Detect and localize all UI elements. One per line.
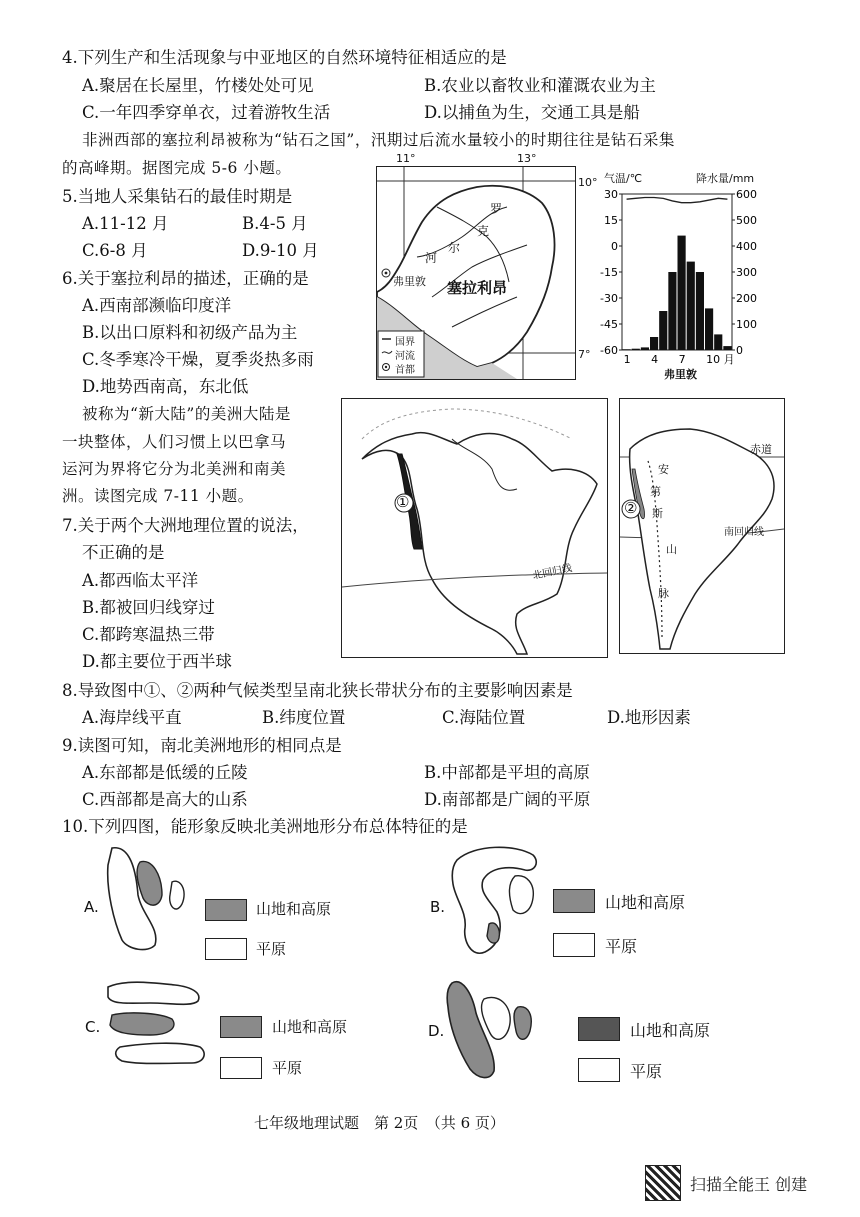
q6-option-b: B.以出口原料和初级产品为主 xyxy=(82,323,298,342)
q8-option-b: B.纬度位置 xyxy=(262,708,346,727)
legend-b-plain-swatch xyxy=(553,933,595,957)
continent-outline xyxy=(362,433,597,654)
equator-label: 赤道 xyxy=(750,443,772,456)
climate-marker-2: ② xyxy=(624,499,638,517)
q7-option-d: D.都主要位于西半球 xyxy=(82,652,232,671)
q7-option-b: B.都被回归线穿过 xyxy=(82,598,215,617)
q9-stem: 9.读图可知，南北美洲地形的相同点是 xyxy=(62,736,342,755)
precipitation-bar-8 xyxy=(687,262,695,350)
q4-option-a: A.聚居在长屋里，竹楼处处可见 xyxy=(82,76,314,95)
latitude-label-10: 10° xyxy=(578,176,598,189)
legend-c-plain-label: 平原 xyxy=(272,1059,303,1077)
andes-char-3: 斯 xyxy=(652,507,663,520)
legend-d-plain-swatch xyxy=(578,1058,620,1082)
q5-option-b: B.4-5 月 xyxy=(242,214,308,233)
temperature-tick-label: -30 xyxy=(600,292,618,305)
q7-stem-line2: 不正确的是 xyxy=(82,543,165,562)
q6-option-a: A.西南部濒临印度洋 xyxy=(82,296,232,315)
q5-option-d: D.9-10 月 xyxy=(242,241,319,260)
q7-option-a: A.都西临太平洋 xyxy=(82,571,199,590)
precipitation-tick-label: 200 xyxy=(736,292,757,305)
legend-b-mountain-swatch xyxy=(553,889,595,913)
temperature-tick-label: 30 xyxy=(604,188,618,201)
chart-title: 弗里敦 xyxy=(664,368,697,381)
americas-intro-line2: 一块整体，人们习惯上以巴拿马 xyxy=(62,433,287,451)
latitude-label-7: 7° xyxy=(578,348,591,361)
andes-char-2: 第 xyxy=(650,485,661,498)
precipitation-tick-label: 300 xyxy=(736,266,757,279)
shape-d-plain xyxy=(482,997,511,1039)
precipitation-bar-1 xyxy=(623,349,631,350)
river-char-1: 罗 xyxy=(490,202,503,216)
plot-frame xyxy=(622,194,732,350)
sierra-leone-map xyxy=(376,166,576,380)
precipitation-bar-7 xyxy=(678,236,686,350)
month-tick-label: 7 xyxy=(678,353,686,366)
precipitation-tick-label: 600 xyxy=(736,188,757,201)
country-name: 塞拉利昂 xyxy=(447,279,508,297)
intro-paragraph-line2: 的高峰期。据图完成 5-6 小题。 xyxy=(62,159,292,177)
temperature-tick-label: -45 xyxy=(600,318,618,331)
americas-intro-line4: 洲。读图完成 7-11 小题。 xyxy=(62,487,254,505)
longitude-label-13: 13° xyxy=(517,152,537,165)
precipitation-axis-label: 降水量/mm xyxy=(696,172,755,185)
americas-intro-line3: 运河为界将它分为北美洲和南美 xyxy=(62,460,287,478)
q9-option-a: A.东部都是低缓的丘陵 xyxy=(82,763,248,782)
precipitation-tick-label: 500 xyxy=(736,214,757,227)
legend-b-mountain-label: 山地和高原 xyxy=(605,893,686,912)
q10-diagram-d xyxy=(440,975,550,1085)
q10-label-a: A. xyxy=(84,898,99,916)
precipitation-bar-12 xyxy=(723,346,731,350)
q4-stem: 4.下列生产和生活现象与中亚地区的自然环境特征相适应的是 xyxy=(62,48,507,67)
legend-d-mountain-label: 山地和高原 xyxy=(630,1021,711,1040)
legend-capital-dot xyxy=(385,366,387,368)
q9-option-d: D.南部都是广阔的平原 xyxy=(424,790,591,809)
q5-option-a: A.11-12 月 xyxy=(82,214,169,233)
shape-b-mountain xyxy=(487,923,499,943)
month-tick-label: 4 xyxy=(651,353,659,366)
shape-c-plain-south xyxy=(116,1043,204,1063)
legend-c-mountain-swatch xyxy=(220,1016,262,1038)
q10-label-c: C. xyxy=(85,1018,101,1036)
legend-d-plain-label: 平原 xyxy=(630,1062,663,1081)
q9-option-c: C.西部都是高大的山系 xyxy=(82,790,248,809)
precipitation-bar-10 xyxy=(705,308,713,350)
shape-d-mountain-west xyxy=(447,982,494,1078)
temperature-tick-label: 0 xyxy=(611,240,618,253)
legend-c-plain-swatch xyxy=(220,1057,262,1079)
q10-diagram-b xyxy=(445,840,545,960)
americas-intro-line1: 被称为“新大陆”的美洲大陆是 xyxy=(82,405,291,423)
q8-option-c: C.海陆位置 xyxy=(442,708,526,727)
q9-option-b: B.中部都是平坦的高原 xyxy=(424,763,590,782)
precipitation-tick-label: 0 xyxy=(736,344,743,357)
month-tick-label: 10 月 xyxy=(706,353,735,366)
climate-chart xyxy=(594,170,774,385)
north-america-map xyxy=(341,398,608,658)
temperature-tick-label: -60 xyxy=(600,344,618,357)
andes-char-4: 山 xyxy=(666,543,677,556)
legend-a-plain-label: 平原 xyxy=(256,940,287,958)
intro-paragraph-line1: 非洲西部的塞拉利昂被称为“钻石之国”，汛期过后流水量较小的时期往往是钻石采集 xyxy=(82,131,675,149)
precipitation-bar-2 xyxy=(632,349,640,350)
q4-option-b: B.农业以畜牧业和灌溉农业为主 xyxy=(424,76,656,95)
q5-option-c: C.6-8 月 xyxy=(82,241,148,260)
legend-b-plain-label: 平原 xyxy=(605,937,638,956)
temperature-tick-label: -15 xyxy=(600,266,618,279)
q8-option-d: D.地形因素 xyxy=(607,708,691,727)
river-char-3: 尔 xyxy=(448,241,461,255)
legend-a-mountain-label: 山地和高原 xyxy=(256,900,332,918)
shape-b-plain-east xyxy=(510,876,534,914)
andes-char-5: 脉 xyxy=(658,587,669,600)
q8-option-a: A.海岸线平直 xyxy=(82,708,182,727)
shape-a-mountain xyxy=(137,861,162,905)
river-char-4: 河 xyxy=(425,251,438,265)
precipitation-bar-6 xyxy=(668,272,676,350)
capital-label: 弗里敦 xyxy=(393,275,426,288)
q7-option-c: C.都跨寒温热三带 xyxy=(82,625,215,644)
continent-outline xyxy=(630,429,774,649)
q7-stem-line1: 7.关于两个大洲地理位置的说法， xyxy=(62,516,309,535)
legend-a-plain-swatch xyxy=(205,938,247,960)
q6-option-c: C.冬季寒冷干燥，夏季炎热多雨 xyxy=(82,350,314,369)
page-footer: 七年级地理试题 第 2页 （共 6 页） xyxy=(254,1114,505,1132)
south-america-map xyxy=(619,398,785,654)
q6-stem: 6.关于塞拉利昂的描述，正确的是 xyxy=(62,269,309,288)
shape-c-mountain xyxy=(110,1013,174,1035)
precipitation-bar-3 xyxy=(641,347,649,350)
legend-a-mountain-swatch xyxy=(205,899,247,921)
north-america-map-drawing xyxy=(342,399,607,657)
climate-chart-svg xyxy=(594,170,774,385)
precipitation-bar-9 xyxy=(696,272,704,350)
month-tick-label: 1 xyxy=(623,353,631,366)
tropic-of-cancer-label: 北回归线 xyxy=(531,562,574,582)
q8-stem: 8.导致图中①、②两种气候类型呈南北狭长带状分布的主要影响因素是 xyxy=(62,681,573,700)
q5-stem: 5.当地人采集钻石的最佳时期是 xyxy=(62,187,293,206)
legend-c-mountain-label: 山地和高原 xyxy=(272,1018,348,1036)
q10-stem: 10.下列四图，能形象反映北美洲地形分布总体特征的是 xyxy=(62,817,468,836)
river-char-2: 克 xyxy=(477,224,490,238)
precipitation-bar-4 xyxy=(650,337,658,350)
q6-option-d: D.地势西南高，东北低 xyxy=(82,377,249,396)
precipitation-bar-5 xyxy=(659,311,667,350)
temperature-axis-label: 气温/℃ xyxy=(604,172,643,185)
q4-option-d: D.以捕鱼为生，交通工具是船 xyxy=(424,103,640,122)
legend-border-label: 国界 xyxy=(395,337,415,348)
q10-diagram-c xyxy=(100,975,215,1075)
climate-marker-1: ① xyxy=(396,493,410,511)
precipitation-tick-label: 100 xyxy=(736,318,757,331)
q10-diagram-a xyxy=(100,840,200,955)
tropic-of-capricorn-label: 南回归线 xyxy=(724,527,764,538)
legend-capital-label: 首都 xyxy=(395,365,415,376)
arctic-circle xyxy=(362,409,572,439)
andes-char-1: 安 xyxy=(658,463,669,476)
longitude-label-11: 11° xyxy=(396,152,416,165)
legend-river-label: 河流 xyxy=(395,351,415,362)
q10-label-b: B. xyxy=(430,898,446,916)
legend-d-mountain-swatch xyxy=(578,1017,620,1041)
capital-freetown-dot xyxy=(385,272,388,275)
scanner-watermark: 扫描全能王 创建 xyxy=(690,1175,808,1194)
shape-c-plain-north xyxy=(108,982,199,1004)
qr-code-icon xyxy=(645,1165,681,1201)
precipitation-bar-11 xyxy=(714,334,722,350)
temperature-tick-label: 15 xyxy=(604,214,618,227)
shape-d-mountain-east xyxy=(514,1007,531,1040)
shape-a-plain-east xyxy=(170,881,184,909)
precipitation-tick-label: 400 xyxy=(736,240,757,253)
q10-label-d: D. xyxy=(428,1022,445,1040)
q4-option-c: C.一年四季穿单衣，过着游牧生活 xyxy=(82,103,331,122)
